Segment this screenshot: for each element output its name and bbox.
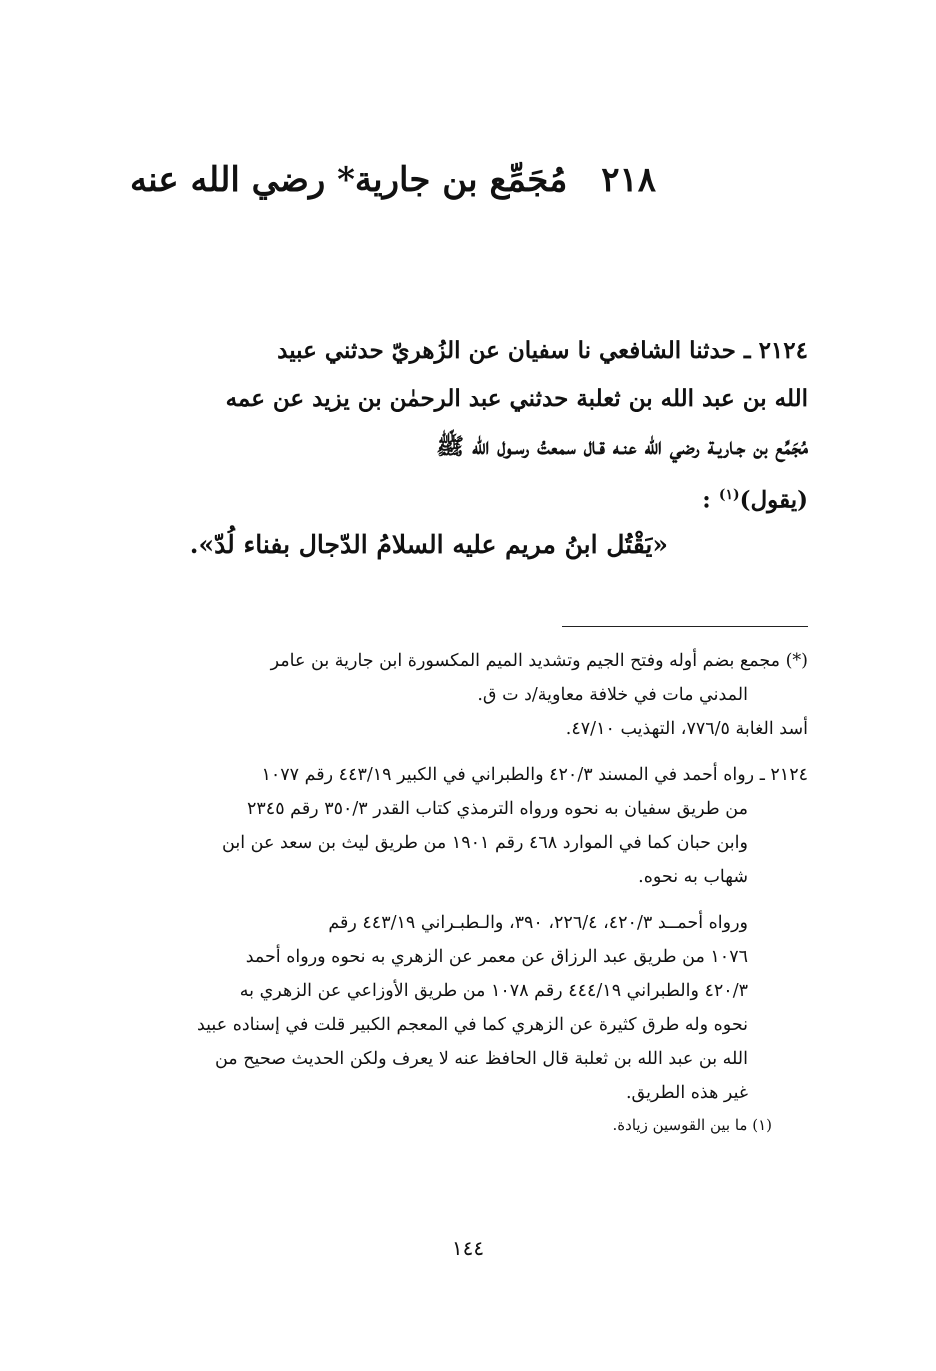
note-line: وابن حبان كما في الموارد ٤٦٨ رقم ١٩٠١ من طريق ليث بن سعد عن ابن: [222, 833, 748, 853]
hadith-matn: «يَقْتُل ابنُ مريم عليه السلامُ الدّجال بفناء لُدّ».: [189, 530, 668, 559]
hadith-text: [128, 327, 808, 569]
biography-note: [128, 644, 808, 712]
note-line: ١٠٧٦ من طريق عبد الرزاق عن معمر عن الزهري به نحوه ورواه أحمد: [245, 947, 748, 967]
hadith-line: مُجَمِّع بن جـاريـة رضي الله عنـه قـال سمعتُ رسـول الله ﷺ: [436, 433, 808, 460]
hadith-line-text: (يقول): [739, 486, 808, 514]
note-line: شهاب به نحوه.: [638, 867, 748, 887]
note-line: من طريق سفيان به نحوه ورواه الترمذي كتاب القدر ٣٥٠/٣ رقم ٢٣٤٥: [247, 799, 748, 819]
footnote-1: (١) ما بين القوسين زيادة.: [612, 1116, 772, 1134]
note-line: ورواه أحمــد ٤٢٠/٣، ٢٢٦/٤، ٣٩٠، والـطبـراني ٤٤٣/١٩ رقم: [328, 913, 748, 933]
takhrij-note-continued: [128, 906, 808, 1110]
page-number: ١٤٤: [451, 1236, 485, 1260]
note-line: ٤٢٠/٣ والطبراني ٤٤٤/١٩ رقم ١٠٧٨ من طريق الأوزاعي عن الزهري به: [239, 981, 748, 1001]
takhrij-note: [128, 758, 808, 894]
footnote-marker: (١): [718, 487, 740, 503]
hadith-line: [128, 471, 808, 519]
hadith-line: الله بن عبد الله بن ثعلبة حدثني عبد الرحمٰن بن يزيد عن عمه: [225, 385, 808, 412]
heading-number: ٢١٨: [601, 160, 656, 200]
hadith-line: ٢١٢٤ ـ حدثنا الشافعي نا سفيان عن الزُهريّ حدثني عبيد: [277, 337, 808, 364]
note-line: غير هذه الطريق.: [625, 1083, 748, 1103]
note-line: نحوه وله طرق كثيرة عن الزهري كما في المعجم الكبير قلت في إسناده عبيد: [196, 1015, 748, 1035]
note-line: الله بن عبد الله بن ثعلبة قال الحافظ عنه لا يعرف ولكن الحديث صحيح من: [214, 1049, 748, 1069]
biography-heading: [130, 160, 656, 200]
hadith-colon: :: [702, 486, 711, 514]
biography-sources: أسد الغابة ٧٧٦/٥، التهذيب ٤٧/١٠.: [565, 719, 808, 739]
heading-name: مُجَمِّع بن جارية*: [337, 160, 568, 200]
heading-honorific: رضي الله عنه: [129, 160, 326, 200]
footnotes: [128, 644, 808, 1140]
note-line: ٢١٢٤ ـ رواه أحمد في المسند ٤٢٠/٣ والطبراني في الكبير ٤٤٣/١٩ رقم ١٠٧٧: [261, 765, 808, 785]
note-line: المدني مات في خلافة معاوية/د ت ق.: [477, 685, 748, 705]
note-line: (*) مجمع بضم أوله وفتح الجيم وتشديد الميم المكسورة ابن جارية بن عامر: [270, 651, 808, 671]
footnote-separator: [562, 626, 808, 627]
